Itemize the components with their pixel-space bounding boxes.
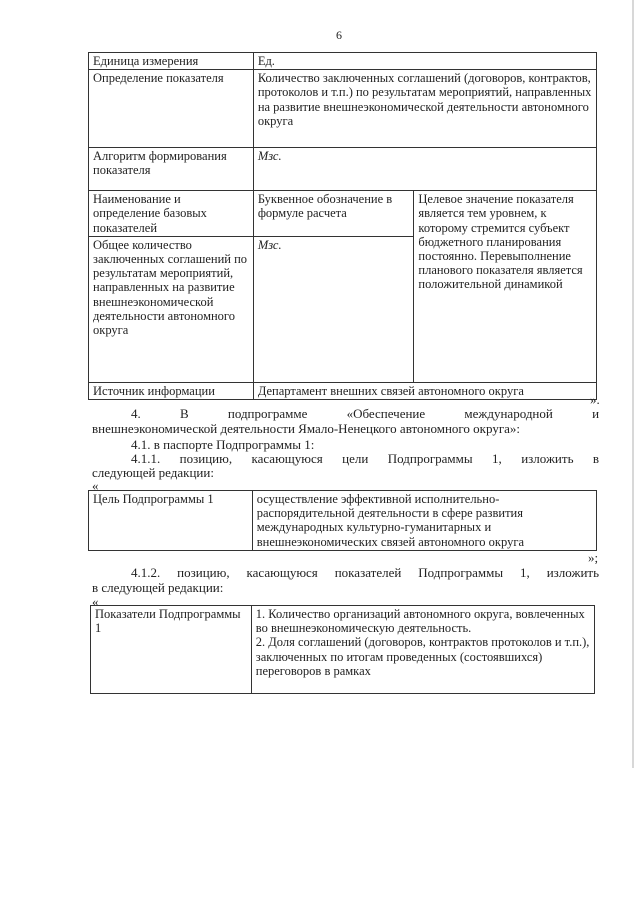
indicators-value bbox=[251, 606, 594, 694]
paragraph-4-1: 4.1. в паспорте Подпрограммы 1: bbox=[131, 437, 315, 452]
open-quote-2: « bbox=[92, 594, 99, 609]
word: международной bbox=[464, 406, 553, 421]
word: Подпрограммы bbox=[418, 565, 504, 580]
indicator-item-2: 2. Доля соглашений (договоров, контрактов протоколов и т.п.), заключенных по итогам проведенных (состоявшихся) переговоров в рамках bbox=[255, 635, 590, 678]
indicators-table bbox=[90, 605, 595, 694]
total-label: Общее количество заключенных соглашений по результатам мероприятий, направленных на развитие внешнеэкономической деятельности автономного округа bbox=[89, 236, 254, 382]
goal-table bbox=[88, 490, 597, 551]
word: изложить bbox=[546, 565, 600, 580]
algorithm-value: Мзс. bbox=[253, 148, 596, 191]
word: изложить bbox=[521, 451, 574, 466]
word: показателей bbox=[334, 565, 402, 580]
closing-quote-2: »; bbox=[588, 550, 599, 565]
word: 4.1.2. позицию, bbox=[131, 565, 230, 580]
word: касающуюся bbox=[246, 565, 318, 580]
total-letter: Мзс. bbox=[253, 236, 414, 382]
indicator-table bbox=[88, 52, 597, 400]
paragraph-4-1-2-line1 bbox=[131, 565, 599, 580]
word: подпрограмме bbox=[227, 406, 308, 421]
letter-header: Буквенное обозначение в формуле расчета bbox=[253, 191, 414, 237]
source-value: Департамент внешних связей автономного округа bbox=[253, 382, 596, 399]
paragraph-4-1-1-line2: следующей редакции: bbox=[92, 465, 214, 480]
word: 1, bbox=[520, 565, 530, 580]
word: в bbox=[592, 451, 600, 466]
goal-value: осуществление эффективной исполнительно-распорядительной деятельности в сфере развития международных культурно-гуманитарных и внешнеэкономических связей автономного округа bbox=[252, 491, 596, 551]
indicator-item-1: 1. Количество организаций автономного округа, вовлеченных во внешнеэкономическую деятельность. bbox=[255, 607, 585, 636]
closing-quote-1: ». bbox=[590, 392, 600, 407]
target-text: Целевое значение показателя является тем уровнем, к которому стремится субъект бюджетного планирования постоянно. Перевыполнение планового показателя является положительной динамикой bbox=[414, 191, 597, 383]
word: и bbox=[592, 406, 600, 421]
open-quote-1: « bbox=[92, 478, 99, 493]
word: касающуюся bbox=[251, 451, 323, 466]
algorithm-label: Алгоритм формирования показателя bbox=[89, 148, 254, 191]
word: цели bbox=[342, 451, 369, 466]
unit-value: Ед. bbox=[253, 53, 596, 70]
paragraph-4-1-2-line2: в следующей редакции: bbox=[92, 580, 224, 595]
unit-label: Единица измерения bbox=[89, 53, 254, 70]
paragraph-4-1-1-line1 bbox=[131, 451, 599, 466]
paragraph-4-line2: внешнеэкономической деятельности Ямало-Ненецкого автономного округа»: bbox=[92, 421, 521, 436]
word: 4. В bbox=[131, 406, 189, 421]
paragraph-4-line1 bbox=[131, 406, 599, 421]
word: 4.1.1. позицию, bbox=[131, 451, 233, 466]
goal-label: Цель Подпрограммы 1 bbox=[89, 491, 253, 551]
definition-label: Определение показателя bbox=[89, 70, 254, 148]
page-number: 6 bbox=[336, 28, 342, 42]
word: 1, bbox=[492, 451, 502, 466]
definition-value: Количество заключенных соглашений (договоров, контрактов, протоколов и т.п.) по результатам мероприятий, направленных на развитие внешнеэкономической деятельности автономного округа bbox=[253, 70, 596, 148]
page-margin bbox=[0, 768, 640, 905]
indicators-label: Показатели Подпрограммы 1 bbox=[91, 606, 252, 694]
word: «Обеспечение bbox=[346, 406, 426, 421]
source-label: Источник информации bbox=[89, 382, 254, 399]
word: Подпрограммы bbox=[387, 451, 473, 466]
base-label: Наименование и определение базовых показателей bbox=[89, 191, 254, 237]
